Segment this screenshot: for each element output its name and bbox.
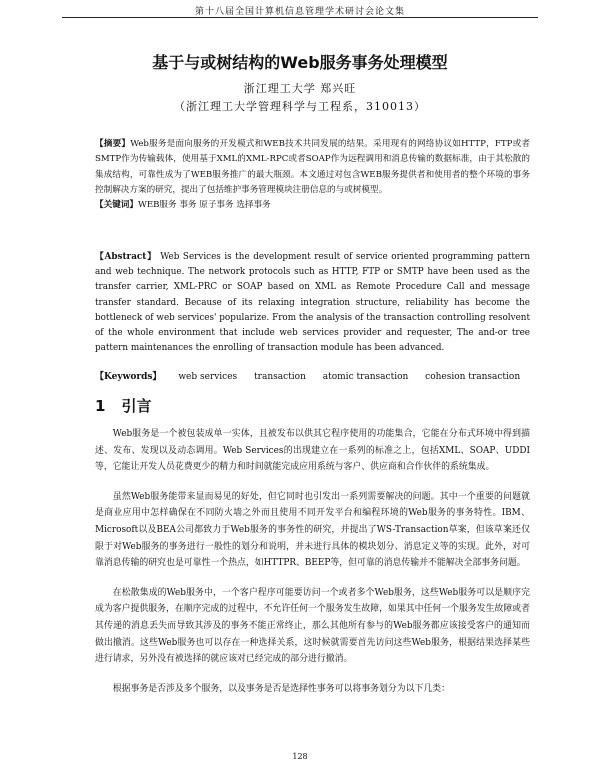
keyword-item: transaction <box>254 372 306 382</box>
page-number: 128 <box>292 752 308 761</box>
body-paragraph: 在松散集成的Web服务中，一个客户程序可能要访问一个或者多个Web服务，这些Web服务可以是顺序完成为客户提供服务，在顺序完成的过程中，不允许任何一个服务发生故障，如果其中任何一个服务发生故障或者其传递的消息丢失而导致其涉及的事务不能正常终止，那么其他所有参与的Web服务都应该接受客户的通知而做出撤消。这些Web服务也可以存在一种选择关系，这时候就需要首先访问这些Web服务，根据结果选择某些进行请求，另外没有被选择的就应该对已经完成的部分进行撤消。 <box>95 587 530 665</box>
running-header: 第十八届全国计算机信息管理学术研讨会论文集 <box>194 7 405 17</box>
keywords-en-label: 【Keywords】 <box>95 372 162 382</box>
keywords-cn-label: 【关键词】 <box>95 200 138 211</box>
keyword-item: atomic transaction <box>322 372 409 382</box>
abstract-cn-label: 【摘要】 <box>95 139 131 149</box>
abstract-cn <box>95 137 530 213</box>
keyword-item: web services <box>178 372 238 382</box>
body-text <box>95 426 530 710</box>
author-affiliation: 浙江理工大学 郑兴旺 <box>243 82 357 95</box>
paper-title: 基于与或树结构的Web服务事务处理模型 <box>152 53 448 72</box>
section-number: 1 <box>95 397 106 415</box>
header-rule <box>62 17 538 18</box>
abstract-en-label: 【Abstract】 <box>95 252 157 262</box>
body-paragraph: 根据事务是否涉及多个服务，以及事务是否是选择性事务可以将事务划分为以下几类： <box>112 683 451 694</box>
section-heading <box>95 395 151 416</box>
keywords-cn <box>95 198 530 213</box>
abstract-en <box>95 250 530 356</box>
section-title: 引言 <box>121 397 152 415</box>
abstract-en-text: Web Services is the development result of service oriented programming pattern and web technique. The network protocols such as HTTP, FTP or SMTP have been used as the transfer carrier, XML-PRC or SOAP based on XML as Remote Procedure Call and message transfer standard. Because of its relaxing integration structure, reliability has become the bottleneck of web services' popularize. From the analysis of the transaction controlling resolvent of the whole environment that include web services provider and requester, The and-or tree pattern maintenances the enrolling of transaction module has been advanced. <box>95 252 530 354</box>
body-paragraph: Web服务是一个被包装成单一实体，且被发布以供其它程序使用的功能集合，它能在分布式环境中得到描述、发布、发现以及动态调用。Web Services的出现建立在一系列的标准之上，包括XML、SOAP、UDDI等，它能让开发人员花费更少的精力和时间就能完成应用系统与客户、供应商和合作伙伴的系统集成。 <box>95 429 530 473</box>
body-paragraph: 虽然Web服务能带来显而易见的好处，但它同时也引发出一系列需要解决的问题。其中一个重要的问题就是商业应用中怎样确保在不同防火墙之外而且使用不同开发平台和编程环境的Web服务的事务特性。IBM、Microsoft以及BEA公司都致力于Web服务的事务性的研究，并提出了WS-Transaction草案，但该草案还仅限于对Web服务的事务进行一般性的划分和说明，并未进行具体的模块划分、消息定义等的实现。此外，对可靠消息传输的研究也是可靠性一个热点，如HTTPR、BEEP等，但可靠的消息传输并不能解决全部事务问题。 <box>95 491 530 569</box>
abstract-cn-text: Web服务是面向服务的开发模式和WEB技术共同发展的结果。采用现有的网络协议如HTTP，FTP或者SMTP作为传输载体，使用基于XML的XML-RPC或者SOAP作为远程调用和消息传输的数据标准，由于其松散的集成结构，可靠性成为了WEB服务推广的最大瓶颈。本文通过对包含WEB服务提供者和使用者的整个环境的事务控制解决方案的研究，提出了包括维护事务管理模块注册信息的与或树模型。 <box>95 139 530 195</box>
keywords-en <box>95 370 535 385</box>
keywords-cn-text: WEB服务 事务 原子事务 选择事务 <box>137 200 271 211</box>
keyword-item: cohesion transaction <box>425 372 521 382</box>
institution-address: （浙江理工大学管理科学与工程系，310013） <box>174 100 426 113</box>
abstract-cn-paragraph <box>95 137 530 198</box>
